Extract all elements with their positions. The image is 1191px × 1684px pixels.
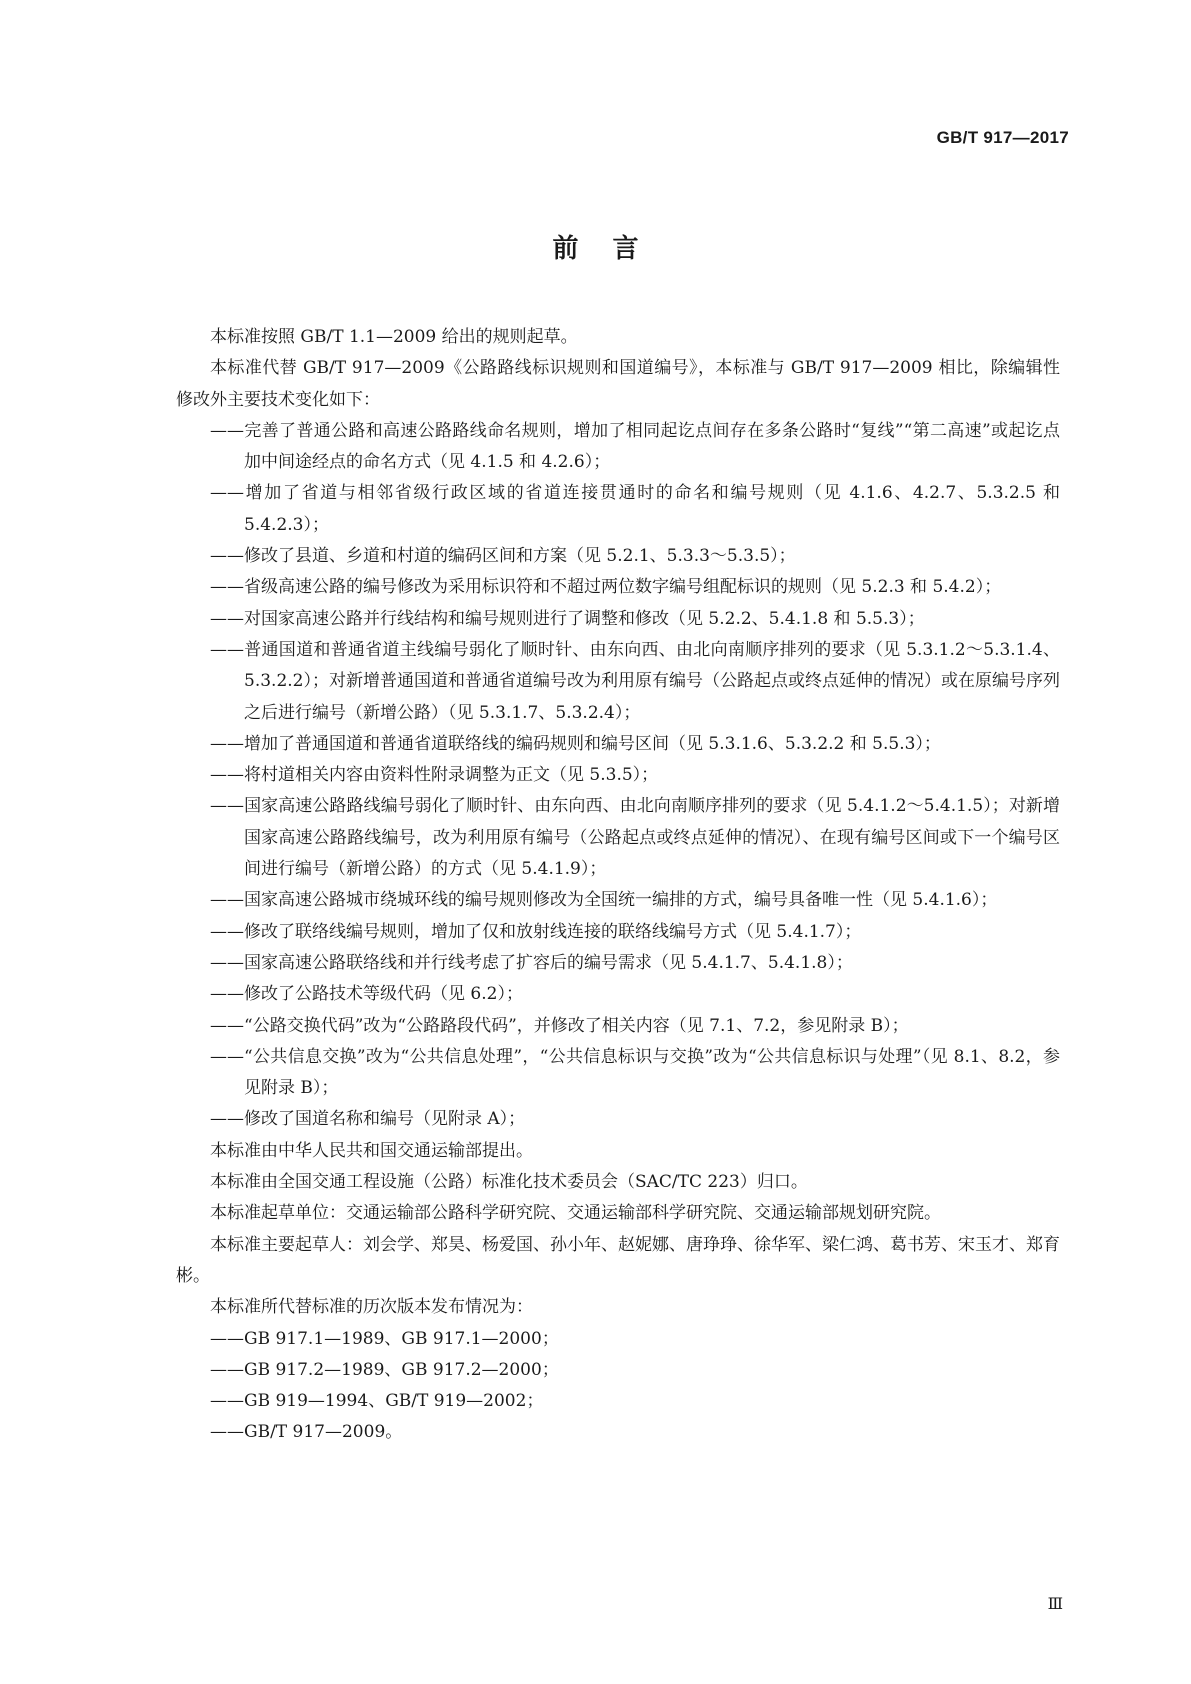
history-list: [176, 1324, 1060, 1449]
list-item: ——“公路交换代码”改为“公路路段代码”，并修改了相关内容（见 7.1、7.2，参见附录 B）；: [210, 1015, 909, 1036]
list-item: ——省级高速公路的编号修改为采用标识符和不超过两位数字编号组配标识的规则（见 5.2.3 和 5.4.2）；: [210, 577, 1002, 598]
list-item: ——修改了公路技术等级代码（见 6.2）；: [210, 984, 523, 1005]
document-body: [176, 322, 1060, 1449]
paragraph-replacement: 本标准代替 GB/T 917—2009《公路路线标识规则和国道编号》，本标准与 GB/T 917—2009 相比，除编辑性修改外主要技术变化如下：: [176, 358, 1060, 410]
paragraph-committee: 本标准由全国交通工程设施（公路）标准化技术委员会（SAC/TC 223）归口。: [210, 1172, 808, 1193]
paragraph-proposer: 本标准由中华人民共和国交通运输部提出。: [210, 1140, 533, 1161]
paragraph-drafting-units: 本标准起草单位：交通运输部公路科学研究院、交通运输部科学研究院、交通运输部规划研究院。: [210, 1203, 941, 1224]
list-item: ——国家高速公路联络线和并行线考虑了扩容后的编号需求（见 5.4.1.7、5.4.1.8）；: [210, 952, 853, 973]
paragraph-history-intro: 本标准所代替标准的历次版本发布情况为：: [210, 1297, 533, 1318]
paragraph-drafting-rule: 本标准按照 GB/T 1.1—2009 给出的规则起草。: [210, 327, 578, 347]
paragraph-drafters: 本标准主要起草人：刘会学、郑昊、杨爱国、孙小年、赵妮娜、唐琤琤、徐华军、梁仁鸿、葛书芳、宋玉才、郑育彬。: [176, 1234, 1060, 1286]
list-item: ——完善了普通公路和高速公路路线命名规则，增加了相同起讫点间存在多条公路时“复线”“第二高速”或起讫点加中间途经点的命名方式（见 4.1.5 和 4.2.6）；: [210, 420, 1060, 473]
list-item: ——增加了普通国道和普通省道联络线的编码规则和编号区间（见 5.3.1.6、5.3.2.2 和 5.5.3）；: [210, 733, 941, 754]
list-item: ——增加了省道与相邻省级行政区域的省道连接贯通时的命名和编号规则（见 4.1.6、4.2.7、5.3.2.5 和 5.4.2.3）；: [210, 483, 1060, 535]
list-item: ——国家高速公路城市绕城环线的编号规则修改为全国统一编排的方式，编号具备唯一性（见 5.4.1.6）；: [210, 890, 998, 911]
list-item: ——修改了国道名称和编号（见附录 A）；: [210, 1109, 526, 1130]
changes-list: [176, 416, 1060, 1136]
list-item: ——国家高速公路路线编号弱化了顺时针、由东向西、由北向南顺序排列的要求（见 5.4.1.2～5.4.1.5）；对新增国家高速公路路线编号，改为利用原有编号（公路起点或终点延伸的情况）、在现有编号区间或下一个编号区间进行编号（新增公路）的方式（见 5.4.1.9）；: [210, 796, 1060, 880]
list-item: ——对国家高速公路并行线结构和编号规则进行了调整和修改（见 5.2.2、5.4.1.8 和 5.5.3）；: [210, 608, 925, 629]
page-title: 前言: [552, 234, 673, 264]
list-item: ——GB 919—1994、GB/T 919—2002；: [210, 1391, 544, 1412]
list-item: ——修改了县道、乡道和村道的编码区间和方案（见 5.2.1、5.3.3～5.3.5）；: [210, 546, 796, 567]
list-item: ——修改了联络线编号规则，增加了仅和放射线连接的联络线编号方式（见 5.4.1.7）；: [210, 921, 862, 942]
list-item: ——将村道相关内容由资料性附录调整为正文（见 5.3.5）；: [210, 765, 659, 786]
list-item: ——“公共信息交换”改为“公共信息处理”，“公共信息标识与交换”改为“公共信息标识与处理”（见 8.1、8.2，参见附录 B）；: [210, 1046, 1060, 1099]
document-code: GB/T 917—2017: [936, 128, 1069, 147]
page-number: Ⅲ: [1047, 1594, 1063, 1613]
list-item: ——普通国道和普通省道主线编号弱化了顺时针、由东向西、由北向南顺序排列的要求（见 5.3.1.2～5.3.1.4、5.3.2.2）；对新增普通国道和普通省道编号改为利用原有编号（公路起点或终点延伸的情况）或在原编号序列之后进行编号（新增公路）（见 5.3.1.7、5.3.2.4）；: [210, 639, 1060, 723]
list-item: ——GB 917.2—1989、GB 917.2—2000；: [210, 1359, 559, 1380]
list-item: ——GB/T 917—2009。: [210, 1422, 403, 1443]
list-item: ——GB 917.1—1989、GB 917.1—2000；: [210, 1328, 559, 1349]
